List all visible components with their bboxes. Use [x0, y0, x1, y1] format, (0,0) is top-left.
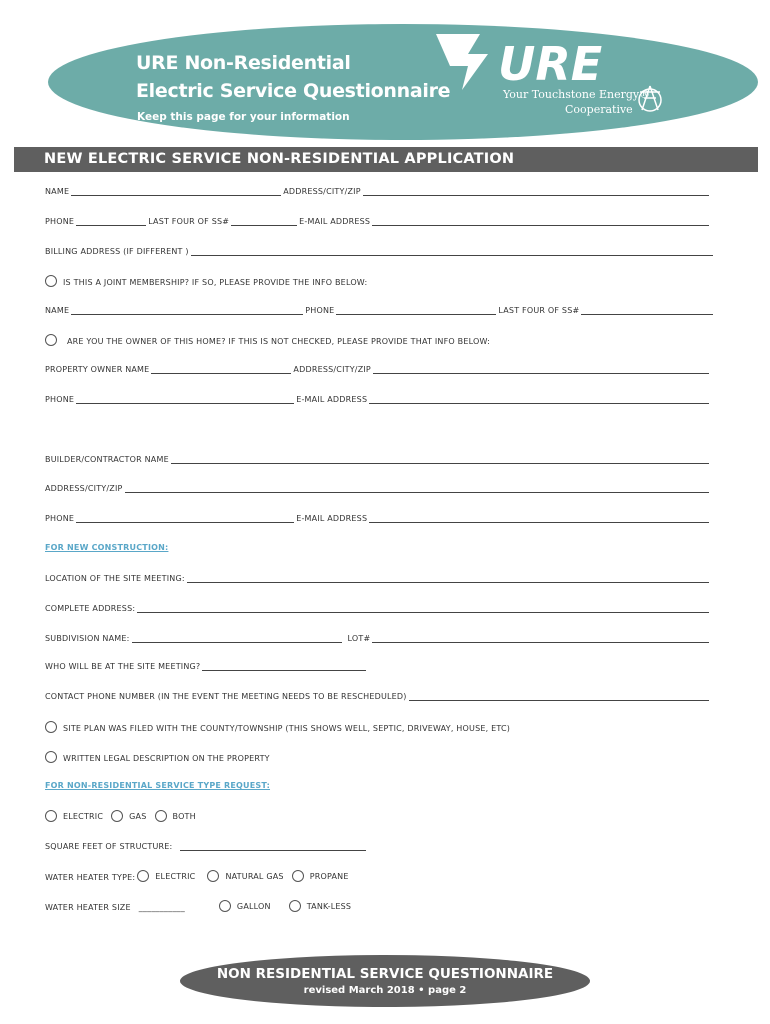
site-plan-row — [45, 721, 510, 733]
service-option-electric[interactable] — [45, 810, 103, 822]
logo-text: URE — [498, 37, 603, 91]
joint-name-label: NAME — [45, 306, 70, 315]
heater-natural-gas-label: NATURAL GAS — [225, 871, 284, 881]
water-heater-size-label: WATER HEATER SIZE — [45, 903, 131, 912]
heater-electric-checkbox[interactable] — [137, 870, 149, 882]
owner-email-label: E-MAIL ADDRESS — [296, 395, 368, 404]
water-heater-type-label: WATER HEATER TYPE: — [45, 873, 136, 882]
gallon-label: GALLON — [236, 901, 271, 911]
service-type-heading: FOR NON-RESIDENTIAL SERVICE TYPE REQUEST: — [45, 781, 271, 790]
joint-phone-label: PHONE — [305, 306, 335, 315]
service-option-gas[interactable] — [111, 810, 146, 822]
site-meeting-location-field[interactable] — [187, 573, 709, 583]
legal-description-checkbox[interactable] — [45, 751, 57, 763]
heater-option-electric[interactable] — [137, 870, 195, 882]
builder-address-label: ADDRESS/CITY/ZIP — [45, 484, 123, 493]
builder-phone-label: PHONE — [45, 514, 75, 523]
heater-electric-label: ELECTRIC — [155, 871, 196, 881]
billing-label: BILLING ADDRESS (IF DIFFERENT ) — [45, 247, 189, 256]
joint-ss-field[interactable] — [581, 305, 713, 315]
joint-membership-label: IS THIS A JOINT MEMBERSHIP? IF SO, PLEASE PROVIDE THE INFO BELOW: — [63, 278, 368, 287]
service-option-both[interactable] — [155, 810, 196, 822]
owner-phone-label: PHONE — [45, 395, 75, 404]
builder-email-label: E-MAIL ADDRESS — [296, 514, 368, 523]
water-heater-size-field[interactable]: ___________ — [138, 903, 185, 912]
footer-title: NON RESIDENTIAL SERVICE QUESTIONNAIRE — [216, 966, 554, 982]
footer-revision: revised March 2018 • page 2 — [303, 985, 467, 996]
electric-label: ELECTRIC — [63, 811, 104, 821]
builder-email-field[interactable] — [369, 513, 709, 523]
address-field[interactable] — [363, 186, 709, 196]
site-meeting-location-label: LOCATION OF THE SITE MEETING: — [45, 574, 185, 583]
owner-email-field[interactable] — [369, 394, 709, 404]
water-heater-type-row — [45, 870, 357, 882]
owner-phone-field[interactable] — [76, 394, 294, 404]
gas-checkbox[interactable] — [111, 810, 123, 822]
heater-natural-gas-checkbox[interactable] — [207, 870, 219, 882]
gas-label: GAS — [129, 811, 147, 821]
square-feet-row — [45, 841, 368, 851]
square-feet-label: SQUARE FEET OF STRUCTURE: — [45, 842, 173, 851]
site-plan-label: SITE PLAN WAS FILED WITH THE COUNTY/TOWNSHIP (THIS SHOWS WELL, SEPTIC, DRIVEWAY, HOUSE, ETC) — [63, 724, 511, 733]
legal-description-label: WRITTEN LEGAL DESCRIPTION ON THE PROPERTY — [63, 754, 270, 763]
joint-phone-field[interactable] — [336, 305, 496, 315]
page-title-line-2: Electric Service Questionnaire — [136, 80, 451, 102]
owner-phone-email-row — [45, 394, 711, 404]
owner-address-field[interactable] — [373, 364, 709, 374]
who-at-meeting-label: WHO WILL BE AT THE SITE MEETING? — [45, 662, 201, 671]
phone-field[interactable] — [76, 216, 146, 226]
builder-address-field[interactable] — [125, 483, 709, 493]
logo-tagline: Your Touchstone Energy® — [503, 88, 651, 101]
owner-label: ARE YOU THE OWNER OF THIS HOME? IF THIS IS NOT CHECKED, PLEASE PROVIDE THAT INFO BELOW: — [67, 337, 491, 346]
owner-row — [45, 334, 490, 346]
builder-phone-email-row — [45, 513, 711, 523]
gallon-checkbox[interactable] — [219, 900, 231, 912]
heater-option-propane[interactable] — [292, 870, 349, 882]
heater-option-natural-gas[interactable] — [207, 870, 283, 882]
subdivision-field[interactable] — [132, 633, 342, 643]
name-label: NAME — [45, 187, 70, 196]
ss-label: LAST FOUR OF SS# — [148, 217, 230, 226]
joint-name-field[interactable] — [71, 305, 303, 315]
property-owner-label: PROPERTY OWNER NAME — [45, 365, 150, 374]
contact-phone-row — [45, 691, 711, 701]
property-owner-field[interactable] — [151, 364, 291, 374]
square-feet-field[interactable] — [180, 841, 366, 851]
lot-field[interactable] — [372, 633, 709, 643]
tankless-checkbox[interactable] — [289, 900, 301, 912]
ss-field[interactable] — [231, 216, 297, 226]
section-title: NEW ELECTRIC SERVICE NON-RESIDENTIAL APPLICATION — [44, 151, 515, 167]
service-type-options-row — [45, 810, 204, 822]
phone-label: PHONE — [45, 217, 75, 226]
name-field[interactable] — [71, 186, 281, 196]
heater-propane-checkbox[interactable] — [292, 870, 304, 882]
keep-page-note: Keep this page for your information — [137, 111, 350, 123]
builder-label: BUILDER/CONTRACTOR NAME — [45, 455, 169, 464]
complete-address-field[interactable] — [137, 603, 709, 613]
builder-address-row — [45, 483, 711, 493]
joint-member-row — [45, 305, 715, 315]
email-field[interactable] — [372, 216, 709, 226]
contact-phone-label: CONTACT PHONE NUMBER (IN THE EVENT THE MEETING NEEDS TO BE RESCHEDULED) — [45, 692, 407, 701]
site-meeting-location-row — [45, 573, 711, 583]
builder-phone-field[interactable] — [76, 513, 294, 523]
address-label: ADDRESS/CITY/ZIP — [283, 187, 361, 196]
subdivision-label: SUBDIVISION NAME: — [45, 634, 130, 643]
water-heater-size-row — [45, 900, 359, 912]
both-checkbox[interactable] — [155, 810, 167, 822]
joint-ss-label: LAST FOUR OF SS# — [498, 306, 580, 315]
lightning-bolt-icon — [436, 34, 488, 90]
who-at-meeting-row — [45, 661, 368, 671]
email-label: E-MAIL ADDRESS — [299, 217, 371, 226]
size-option-tankless[interactable] — [289, 900, 351, 912]
phone-ss-email-row — [45, 216, 711, 226]
lot-label: LOT# — [347, 634, 371, 643]
billing-row — [45, 246, 715, 256]
owner-checkbox[interactable] — [45, 334, 57, 346]
page-title-line-1: URE Non-Residential — [136, 52, 351, 74]
joint-membership-checkbox[interactable] — [45, 275, 57, 287]
complete-address-row — [45, 603, 711, 613]
name-address-row — [45, 186, 711, 196]
complete-address-label: COMPLETE ADDRESS: — [45, 604, 136, 613]
subdivision-row — [45, 633, 711, 643]
joint-membership-row — [45, 275, 367, 287]
billing-field[interactable] — [191, 246, 713, 256]
who-at-meeting-field[interactable] — [202, 661, 366, 671]
electric-checkbox[interactable] — [45, 810, 57, 822]
contact-phone-field[interactable] — [409, 691, 709, 701]
new-construction-heading: FOR NEW CONSTRUCTION: — [45, 543, 169, 552]
builder-field[interactable] — [171, 454, 709, 464]
legal-description-row — [45, 751, 270, 763]
heater-propane-label: PROPANE — [309, 871, 349, 881]
builder-row — [45, 454, 711, 464]
site-plan-checkbox[interactable] — [45, 721, 57, 733]
owner-address-label: ADDRESS/CITY/ZIP — [293, 365, 371, 374]
ure-logo — [428, 30, 678, 128]
property-owner-row — [45, 364, 711, 374]
logo-tagline-cooperative: Cooperative — [565, 103, 633, 116]
both-label: BOTH — [172, 811, 196, 821]
size-option-gallon[interactable] — [219, 900, 271, 912]
tankless-label: TANK-LESS — [306, 901, 352, 911]
